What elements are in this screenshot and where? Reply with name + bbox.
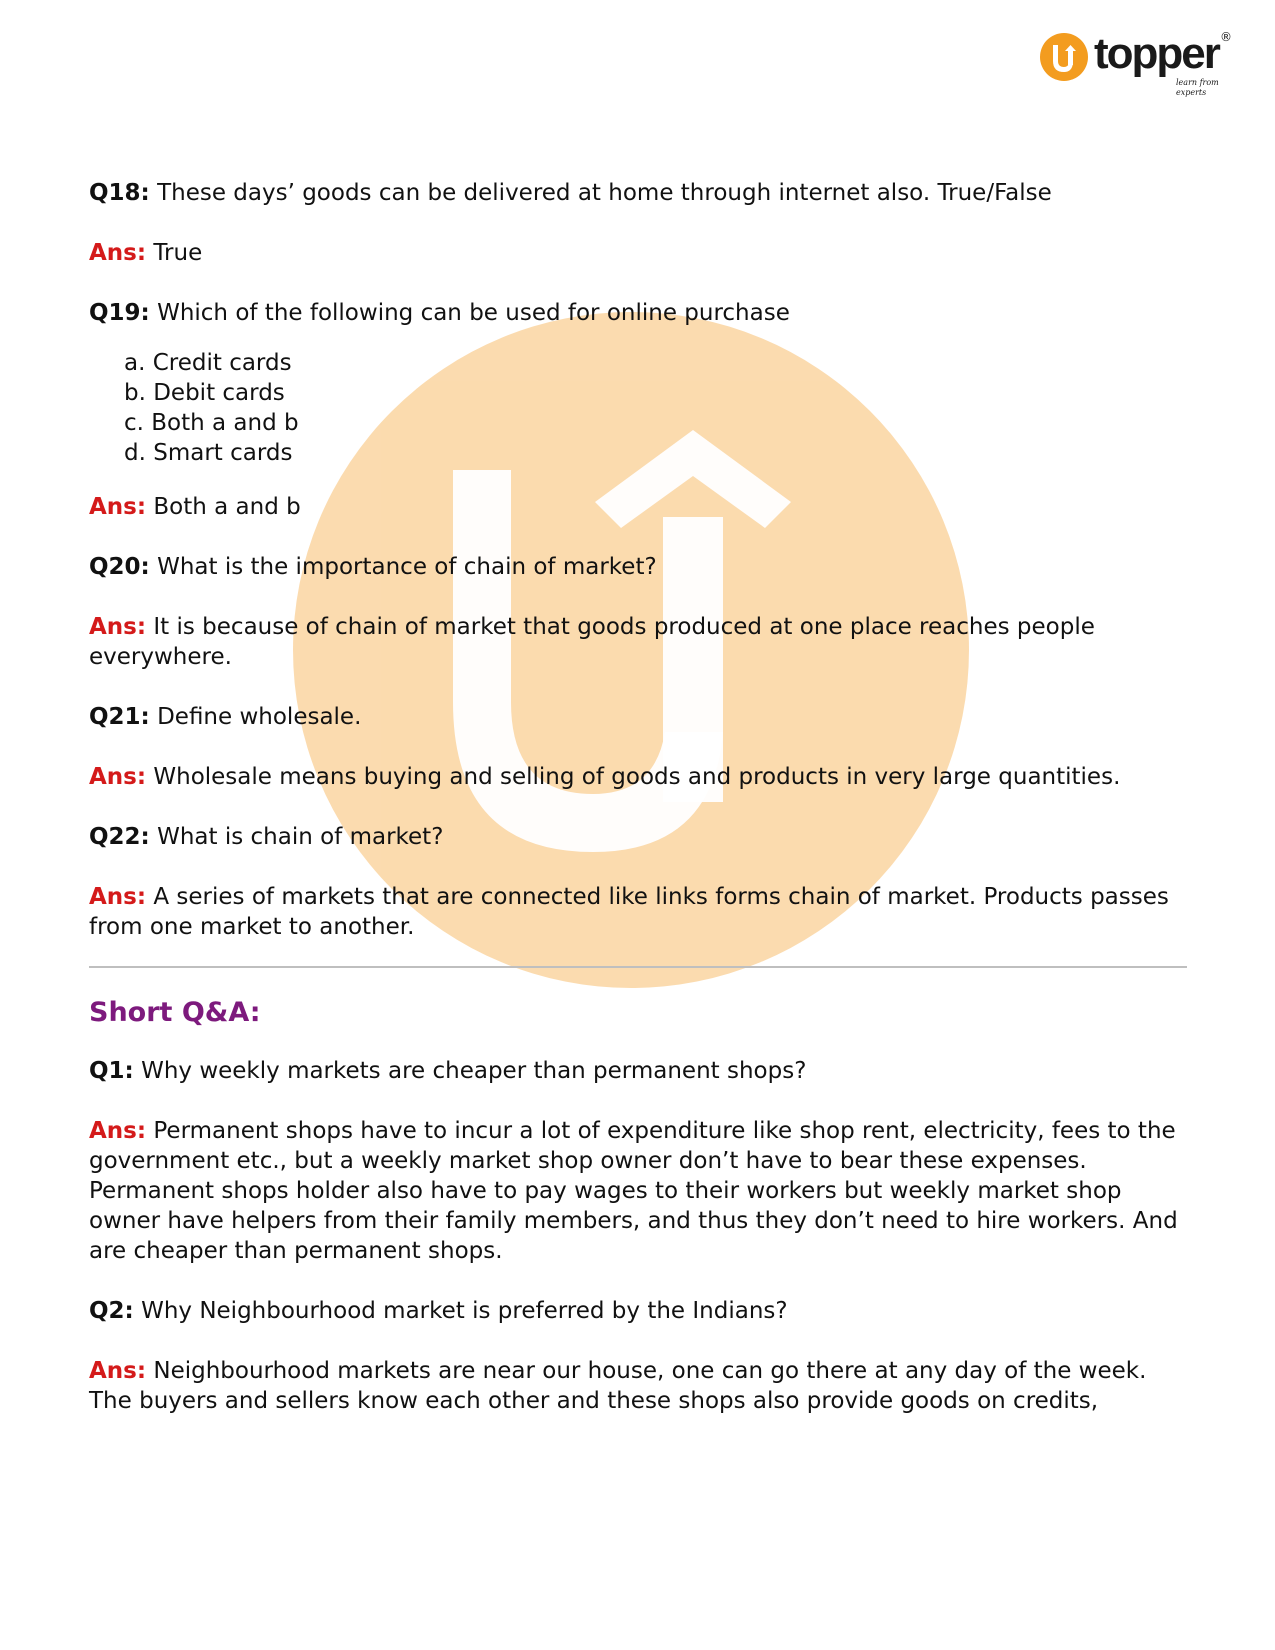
answer-label: Ans: — [89, 1118, 147, 1144]
answer-q19 — [89, 492, 1189, 522]
answer-text: A series of markets that are connected like links forms chain of market. Products passes from one market to another. — [89, 884, 1169, 940]
question-text: What is chain of market? — [157, 824, 444, 850]
option-item: b. Debit cards — [124, 380, 285, 406]
question-label: Q2: — [89, 1298, 134, 1324]
section-heading-short-qa: Short Q&A: — [89, 997, 261, 1028]
answer-text: Permanent shops have to incur a lot of expenditure like shop rent, electricity, fees to the government etc., but a weekly market shop owner don’t have to bear these expenses. Permanent shops holder also have to pay wages to their workers but weekly market shop owner have helpers from their family members, and thus they don’t need to hire workers. And are cheaper than permanent shops. — [89, 1118, 1178, 1264]
option-item: d. Smart cards — [124, 440, 293, 466]
answer-label: Ans: — [89, 1358, 147, 1384]
question-label: Q21: — [89, 704, 150, 730]
section-divider — [89, 966, 1187, 968]
logo-tagline: learn from experts — [1176, 78, 1219, 97]
question-label: Q20: — [89, 554, 150, 580]
answer-q21 — [89, 762, 1189, 792]
answer-text: Both a and b — [153, 494, 301, 520]
answer-text: Wholesale means buying and selling of goods and products in very large quantities. — [153, 764, 1121, 790]
option-item: c. Both a and b — [124, 410, 299, 436]
answer-text: True — [153, 240, 203, 266]
question-label: Q18: — [89, 180, 150, 206]
answer-q22 — [89, 882, 1189, 942]
topper-logo — [1040, 29, 1240, 97]
question-text: Define wholesale. — [157, 704, 362, 730]
answer-label: Ans: — [89, 240, 147, 266]
registered-mark: ® — [1220, 30, 1232, 44]
question-text: Why weekly markets are cheaper than permanent shops? — [141, 1058, 807, 1084]
answer-short-q1 — [89, 1116, 1189, 1266]
question-q21 — [89, 702, 1189, 732]
question-q19 — [89, 298, 1189, 328]
answer-text: Neighbourhood markets are near our house, one can go there at any day of the week. The buyers and sellers know each other and these shops also provide goods on credits, — [89, 1358, 1147, 1414]
answer-label: Ans: — [89, 614, 147, 640]
question-short-q2 — [89, 1296, 1189, 1326]
question-q20 — [89, 552, 1189, 582]
question-short-q1 — [89, 1056, 1189, 1086]
answer-label: Ans: — [89, 884, 147, 910]
question-q22 — [89, 822, 1189, 852]
answer-text: It is because of chain of market that goods produced at one place reaches people everywhere. — [89, 614, 1095, 670]
answer-label: Ans: — [89, 764, 147, 790]
option-item: a. Credit cards — [124, 350, 292, 376]
answer-label: Ans: — [89, 494, 147, 520]
question-label: Q1: — [89, 1058, 134, 1084]
document-body — [89, 178, 1189, 1446]
answer-q18 — [89, 238, 1189, 268]
question-text: What is the importance of chain of market? — [157, 554, 657, 580]
question-label: Q22: — [89, 824, 150, 850]
question-text: Which of the following can be used for online purchase — [157, 300, 790, 326]
answer-q20 — [89, 612, 1189, 672]
question-label: Q19: — [89, 300, 150, 326]
question-text: These days’ goods can be delivered at home through internet also. True/False — [157, 180, 1052, 206]
question-text: Why Neighbourhood market is preferred by the Indians? — [141, 1298, 788, 1324]
answer-short-q2 — [89, 1356, 1189, 1416]
options-list — [89, 348, 1189, 468]
question-q18 — [89, 178, 1189, 208]
topper-logo-icon — [1040, 33, 1088, 81]
logo-wordmark: topper — [1094, 29, 1219, 78]
